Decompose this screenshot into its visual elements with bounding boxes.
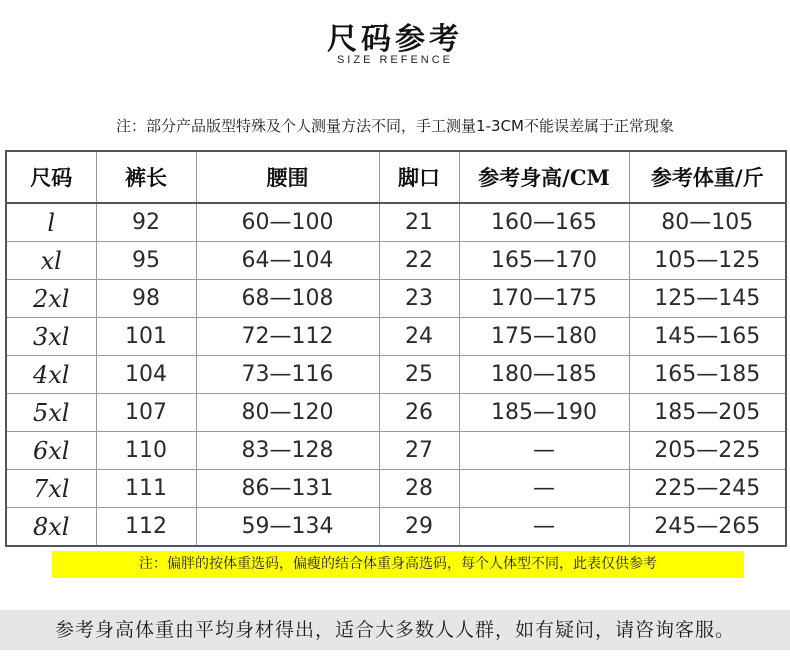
waist-cell: 59—134 — [196, 508, 379, 547]
waist-cell: 80—120 — [196, 394, 379, 432]
pants-length-cell: 92 — [96, 203, 196, 242]
leg-opening-cell: 28 — [379, 470, 459, 508]
leg-opening-cell: 26 — [379, 394, 459, 432]
pants-length-cell: 112 — [96, 508, 196, 547]
waist-cell: 60—100 — [196, 203, 379, 242]
footer-note: 参考身高体重由平均身材得出，适合大多数人人群，如有疑问，请咨询客服。 — [0, 610, 790, 650]
ref-height-cell: 185—190 — [459, 394, 629, 432]
table-row — [6, 432, 786, 470]
waist-cell: 68—108 — [196, 280, 379, 318]
header-ref-weight: 参考体重/斤 — [629, 151, 786, 203]
size-cell: 6xl — [6, 432, 96, 470]
size-selection-note: 注：偏胖的按体重选码，偏瘦的结合体重身高选码，每个人体型不同，此表仅供参考 — [52, 551, 744, 578]
ref-weight-cell: 125—145 — [629, 280, 786, 318]
pants-length-cell: 98 — [96, 280, 196, 318]
ref-height-cell: 170—175 — [459, 280, 629, 318]
ref-weight-cell: 205—225 — [629, 432, 786, 470]
waist-cell: 72—112 — [196, 318, 379, 356]
leg-opening-cell: 23 — [379, 280, 459, 318]
pants-length-cell: 95 — [96, 242, 196, 280]
page-title: 尺码参考 — [327, 22, 463, 57]
leg-opening-cell: 27 — [379, 432, 459, 470]
table-row — [6, 203, 786, 242]
pants-length-cell: 110 — [96, 432, 196, 470]
table-row — [6, 394, 786, 432]
waist-cell: 64—104 — [196, 242, 379, 280]
leg-opening-cell: 24 — [379, 318, 459, 356]
table-row — [6, 318, 786, 356]
leg-opening-cell: 29 — [379, 508, 459, 547]
measurement-note: 注：部分产品版型特殊及个人测量方法不同，手工测量1-3CM不能误差属于正常现象 — [116, 117, 674, 135]
table-header-row — [6, 151, 786, 203]
header-waist: 腰围 — [196, 151, 379, 203]
ref-height-cell: — — [459, 470, 629, 508]
header-size: 尺码 — [6, 151, 96, 203]
leg-opening-cell: 25 — [379, 356, 459, 394]
ref-height-cell: 160—165 — [459, 203, 629, 242]
size-chart-table — [5, 150, 787, 547]
leg-opening-cell: 22 — [379, 242, 459, 280]
ref-height-cell: 180—185 — [459, 356, 629, 394]
ref-weight-cell: 80—105 — [629, 203, 786, 242]
header-ref-height: 参考身高/CM — [459, 151, 629, 203]
size-cell: 3xl — [6, 318, 96, 356]
waist-cell: 83—128 — [196, 432, 379, 470]
ref-height-cell: — — [459, 432, 629, 470]
waist-cell: 73—116 — [196, 356, 379, 394]
ref-weight-cell: 165—185 — [629, 356, 786, 394]
ref-weight-cell: 185—205 — [629, 394, 786, 432]
table-row — [6, 280, 786, 318]
ref-height-cell: 165—170 — [459, 242, 629, 280]
table-row — [6, 356, 786, 394]
waist-cell: 86—131 — [196, 470, 379, 508]
pants-length-cell: 111 — [96, 470, 196, 508]
table-row — [6, 508, 786, 547]
size-cell: 8xl — [6, 508, 96, 547]
size-cell: 4xl — [6, 356, 96, 394]
size-cell: 5xl — [6, 394, 96, 432]
table-row — [6, 242, 786, 280]
page-subtitle: SIZE REFENCE — [336, 54, 454, 66]
size-cell: l — [6, 203, 96, 242]
pants-length-cell: 101 — [96, 318, 196, 356]
table-row — [6, 470, 786, 508]
ref-weight-cell: 225—245 — [629, 470, 786, 508]
size-cell: 2xl — [6, 280, 96, 318]
ref-weight-cell: 105—125 — [629, 242, 786, 280]
header-pants-length: 裤长 — [96, 151, 196, 203]
ref-weight-cell: 145—165 — [629, 318, 786, 356]
ref-height-cell: 175—180 — [459, 318, 629, 356]
leg-opening-cell: 21 — [379, 203, 459, 242]
header-leg-opening: 脚口 — [379, 151, 459, 203]
pants-length-cell: 107 — [96, 394, 196, 432]
size-cell: 7xl — [6, 470, 96, 508]
pants-length-cell: 104 — [96, 356, 196, 394]
ref-height-cell: — — [459, 508, 629, 547]
ref-weight-cell: 245—265 — [629, 508, 786, 547]
size-cell: xl — [6, 242, 96, 280]
